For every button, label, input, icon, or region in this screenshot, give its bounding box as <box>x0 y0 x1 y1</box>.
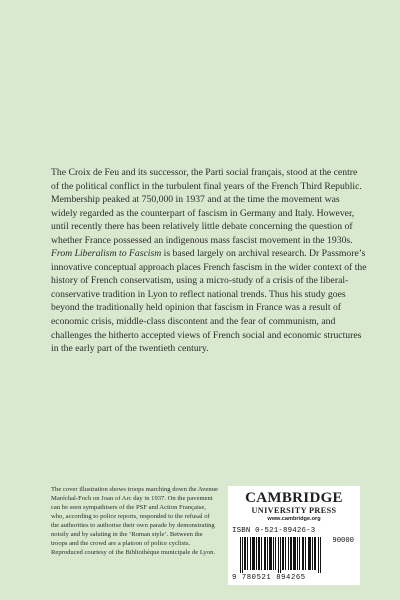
barcode-digits: 9 780521 894265 <box>232 574 306 582</box>
publisher-barcode-block <box>228 486 360 585</box>
isbn-number: ISBN 0-521-89426-3 <box>232 527 316 535</box>
back-cover-blurb <box>51 166 367 356</box>
blurb-text-part1: The Croix de Feu and its successor, the Parti social français, stood at the centre of the political conflict in the turbulent final years of the French Third Republic. Membership peaked at 750,000 in 1937 and at the time the movement was widely regarded as the counterpart of fascism in Germany and Italy. However, until recently there has been relatively little debate concerning the question of whether France possessed an indigenous mass fascist movement in the 1930s. <box>51 167 362 246</box>
price-code: 90000 <box>332 537 354 545</box>
book-title-italic: From Liberalism to Fascism <box>51 248 162 260</box>
publisher-url: www.cambridge.org <box>267 516 321 522</box>
blurb-text-part2: is based largely on archival research. Dr Passmore’s innovative conceptual approach places French fascism in the wider context of the history of French conservatism, using a micro-study of a crisis of the liberal-conservative tradition in Lyon to reflect national trends. Thus his study goes beyond the traditionally held opinion that fascism in France was a result of economic crisis, middle-class discontent and the fear of communism, and challenges the hitherto accepted views of French social and economic structures in the early part of the twentieth century. <box>51 248 367 355</box>
publisher-name: CAMBRIDGE <box>245 490 343 506</box>
publisher-subtitle: UNIVERSITY PRESS <box>251 506 337 515</box>
publisher-logo <box>228 488 360 524</box>
ean-barcode-icon <box>240 537 322 573</box>
cover-illustration-caption: The cover illustration shows troops marching down the Avenue Maréchal-Foch on Joan of Arc day in 1937. On the pavement can be seen sympathisers of the PSF and Action Française, who, according to police reports, responded to the refusal of the authorities to authorise their own parade by demonstrating noisily and by saluting in the ‘Roman style’. Between the troops and the crowd are a platoon of police cyclists. Reproduced courtesy of the Bibliothèque municipale de Lyon. <box>51 486 218 557</box>
